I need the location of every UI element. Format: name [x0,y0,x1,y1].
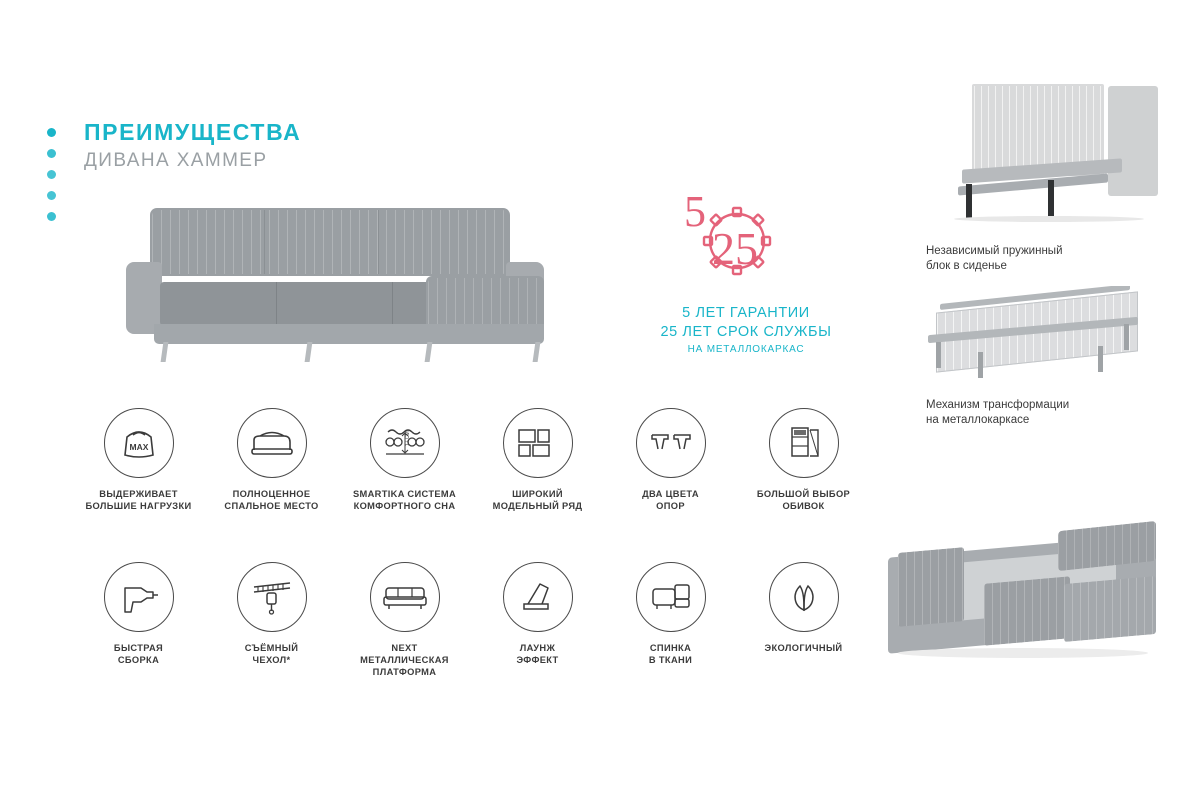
bed-icon [237,408,307,478]
transformation-mechanism-image [918,286,1158,396]
feature-item [205,562,338,678]
feature-label-line1: БОЛЬШОЙ ВЫБОР [756,489,851,499]
eco-leaf-icon [769,562,839,632]
feature-label-line2: СПАЛЬНОЕ МЕСТО [224,501,319,511]
feature-label-line2: В ТКАНИ [648,655,693,665]
sofa-platform-icon [370,562,440,632]
warranty-text-2: 25 ЛЕТ СРОК СЛУЖБЫ [660,324,832,340]
feature-item [604,562,737,678]
two-legs-icon [636,408,706,478]
feature-label-line2: ЧЕХОЛ* [252,655,291,665]
zipper-icon [237,562,307,632]
feature-item [72,562,205,678]
features-row-2 [72,562,872,678]
spring-height-icon [370,408,440,478]
feature-label-line1: ЭКОЛОГИЧНЫЙ [764,643,843,653]
feature-label-line1: ПОЛНОЦЕННОЕ [232,489,311,499]
feature-label-line1: ВЫДЕРЖИВАЕТ [99,489,178,499]
feature-item [72,408,205,512]
feature-label-line2: ОБИВОК [782,501,825,511]
feature-label-line1: БЫСТРАЯ [113,643,164,653]
independent-spring-block-image [918,80,1158,228]
warranty-years-25: 25 [712,223,758,274]
title-line-1: ПРЕИМУЩЕСТВА [84,119,302,145]
feature-label-line1: ШИРОКИЙ [512,489,563,499]
feature-label-line1: SMARTIKA СИСТЕМА [352,489,457,499]
feature-label-line2: СБОРКА [117,655,160,665]
feature-item [471,562,604,678]
warranty-years-5: 5 [684,187,706,236]
svg-text:MAX: MAX [129,442,148,452]
feature-label-line2: МОДЕЛЬНЫЙ РЯД [492,501,583,511]
feature-label-line2: ОПОР [656,501,685,511]
decorative-dots [47,128,56,233]
feature-label-line1: ДВА ЦВЕТА [642,489,699,499]
feature-item [338,562,471,678]
sofa-open-view-image [888,520,1156,680]
hero-sofa-image [126,208,566,368]
feature-item [205,408,338,512]
feature-item [338,408,471,512]
feature-label-line1: СПИНКА [649,643,692,653]
feature-label-line1: NEXT [391,643,418,653]
feature-item [471,408,604,512]
warranty-badge [636,186,856,355]
warranty-text-1: 5 ЛЕТ ГАРАНТИИ [682,305,810,321]
modular-blocks-icon [503,408,573,478]
lounge-icon [503,562,573,632]
feature-label-line2: МЕТАЛЛИЧЕСКАЯ [360,655,449,665]
feature-label-line2: ЭФФЕКТ [516,655,559,665]
feature-label-line2: БОЛЬШИЕ НАГРУЗКИ [85,501,192,511]
features-grid [72,408,872,678]
fabric-back-icon [636,562,706,632]
independent-spring-block-caption: Независимый пружинный блок в сиденье [926,245,1063,272]
transformation-mechanism-caption: Механизм трансформации на металлокаркасе [926,399,1070,426]
feature-label-line2: КОМФОРТНОГО СНА [353,501,456,511]
drill-icon [104,562,174,632]
feature-item [604,408,737,512]
weight-max-icon [104,408,174,478]
feature-item [737,562,870,678]
features-row-1 [72,408,872,512]
warranty-text-3: НА МЕТАЛЛОКАРКАС [687,344,805,355]
page-title [84,118,301,174]
title-line-2: ДИВАНА ХАММЕР [84,150,268,171]
spring-height-note: 17 СМ [404,431,411,446]
fabric-swatches-icon [769,408,839,478]
feature-label-line3: ПЛАТФОРМА [372,667,437,677]
feature-label-line1: ЛАУНЖ [519,643,556,653]
feature-item [737,408,870,512]
feature-label-line1: СЪЁМНЫЙ [244,643,299,653]
